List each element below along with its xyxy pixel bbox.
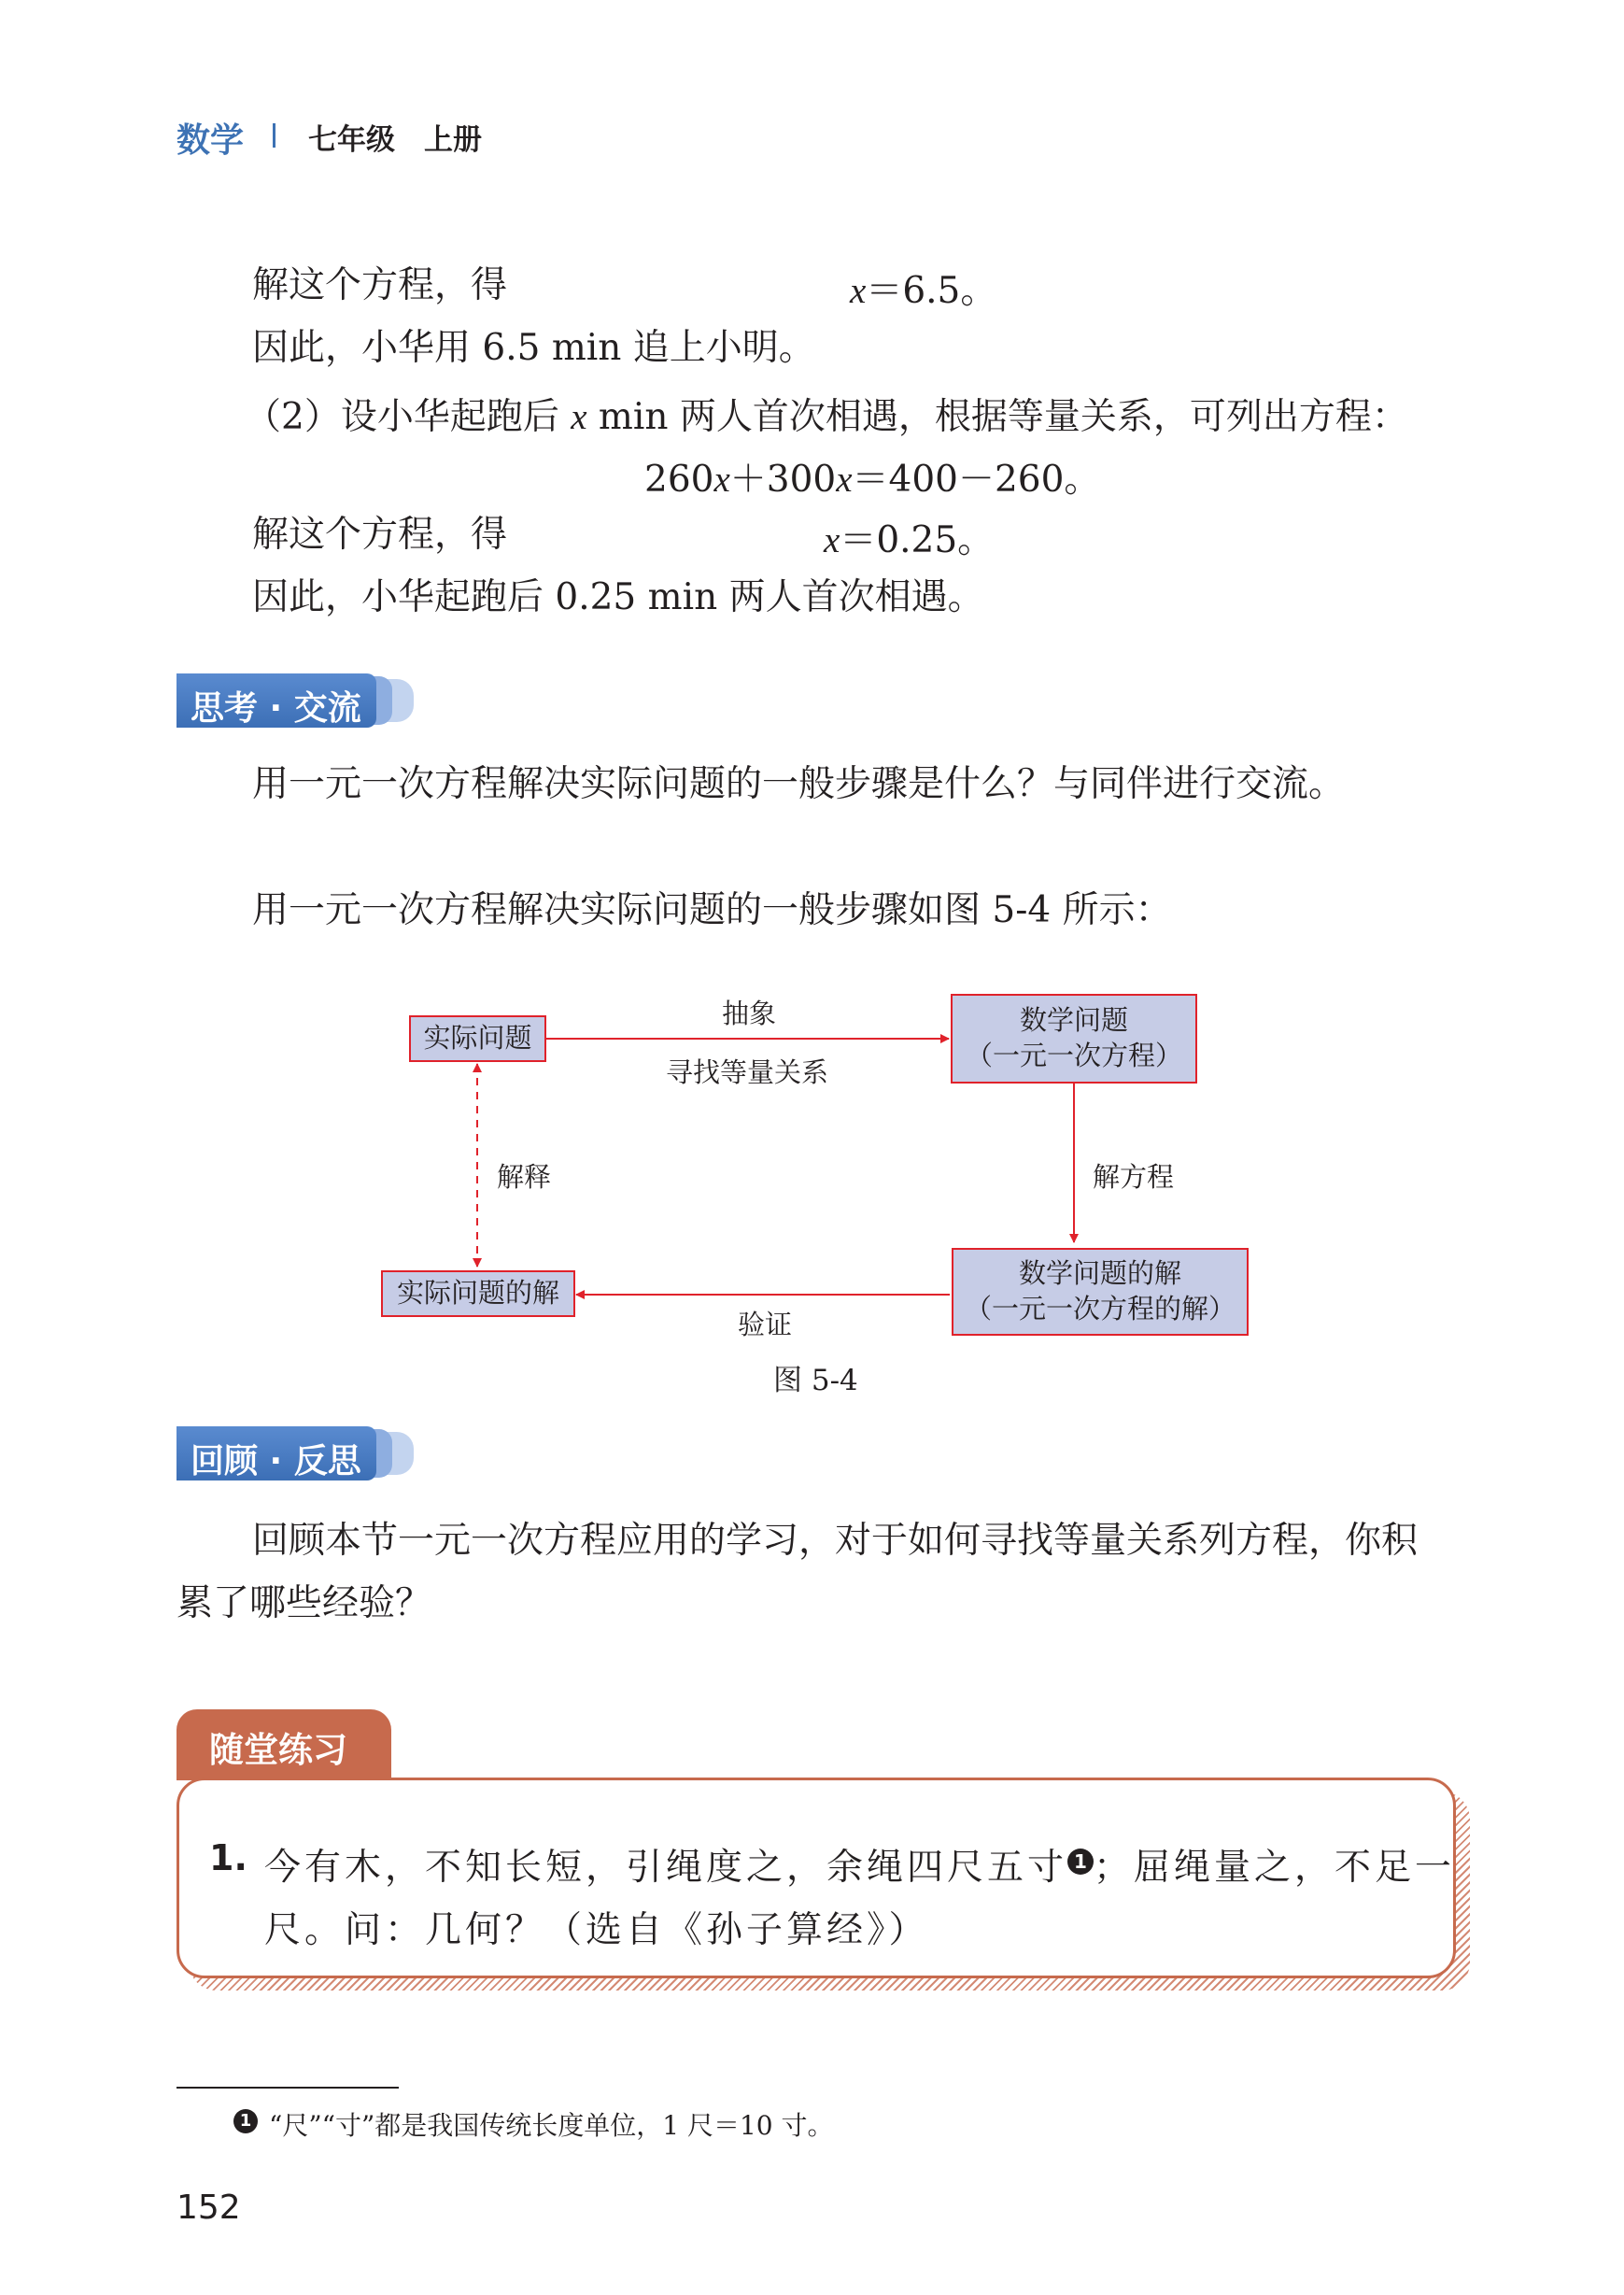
- variable-x: x: [571, 397, 587, 437]
- footnote-ref-marker: 1: [1067, 1849, 1094, 1875]
- box-math-solution-line1: 数学问题的解: [1018, 1257, 1181, 1290]
- practice-item-line-2: 尺。问：几何？（选自《孙子算经》）: [264, 1909, 929, 1951]
- grade-volume: 七年级 上册: [308, 123, 482, 157]
- box-real-problem-text: 实际问题: [423, 1022, 532, 1055]
- practice-line1-part2: ；屈绳量之，不足一: [1094, 1847, 1456, 1889]
- result-value: ＝0.25。: [840, 519, 995, 561]
- eq-plus: ＋300: [729, 459, 837, 501]
- footnote-marker: 1: [233, 2109, 258, 2133]
- label-interpret: 解释: [497, 1161, 552, 1193]
- review-text-line-1: 回顾本节一元一次方程应用的学习，对于如何寻找等量关系列方程，你积: [252, 1520, 1419, 1562]
- box-math-problem: [951, 994, 1197, 1084]
- eq-coef: 260: [644, 459, 714, 501]
- footnote-rule: [177, 2087, 399, 2089]
- review-text-line-2: 累了哪些经验？: [177, 1582, 432, 1624]
- solution-line-1-label: 解这个方程，得: [252, 264, 508, 306]
- eq-rest: ＝400－260。: [852, 459, 1101, 501]
- practice-item-number: 1.: [209, 1837, 247, 1878]
- line3-prefix: （2）设小华起跑后: [245, 396, 572, 438]
- subject-title: 数学: [177, 121, 245, 160]
- box-math-solution-line2: （一元一次方程的解）: [964, 1293, 1236, 1325]
- variable-x: x: [824, 520, 840, 560]
- box-math-problem-line1: 数学问题: [1019, 1004, 1128, 1037]
- solution-line-5-label: 解这个方程，得: [252, 514, 508, 556]
- figure-caption: 图 5-4: [773, 1364, 858, 1397]
- section-tab-review-label: 回顾 · 反思: [191, 1442, 361, 1480]
- page-number: 152: [177, 2189, 241, 2227]
- label-verify: 验证: [738, 1309, 793, 1340]
- result-value: ＝6.5。: [866, 270, 997, 312]
- line3-suffix: min 两人首次相遇，根据等量关系，可列出方程：: [586, 396, 1408, 438]
- box-real-solution: [381, 1270, 575, 1317]
- think-question: 用一元一次方程解决实际问题的一般步骤是什么？与同伴进行交流。: [252, 763, 1346, 805]
- label-solve-equation: 解方程: [1093, 1161, 1175, 1193]
- label-find-equality: 寻找等量关系: [666, 1056, 829, 1088]
- variable-x: x: [850, 271, 867, 311]
- solution-line-2: 因此，小华用 6.5 min 追上小明。: [252, 327, 815, 369]
- box-math-problem-line2: （一元一次方程）: [965, 1040, 1182, 1071]
- box-real-solution-text: 实际问题的解: [396, 1277, 559, 1310]
- section-tab-think-label: 思考 · 交流: [191, 689, 361, 728]
- variable-x: x: [713, 460, 730, 500]
- practice-tab-label: 随堂练习: [209, 1730, 347, 1770]
- practice-item-line-1: [264, 1838, 1455, 1891]
- practice-line1-part1: 今有木，不知长短，引绳度之，余绳四尺五寸: [264, 1847, 1068, 1889]
- label-abstract: 抽象: [722, 998, 777, 1029]
- footnote-text: “尺”“寸”都是我国传统长度单位，1 尺＝10 寸。: [269, 2110, 834, 2141]
- section-tab-review: [177, 1426, 419, 1480]
- box-math-solution: [952, 1248, 1249, 1336]
- solution-line-6: 因此，小华起跑后 0.25 min 两人首次相遇。: [252, 576, 984, 618]
- variable-x: x: [836, 460, 853, 500]
- box-real-problem: [409, 1015, 546, 1062]
- diagram-intro: 用一元一次方程解决实际问题的一般步骤如图 5-4 所示：: [252, 889, 1172, 931]
